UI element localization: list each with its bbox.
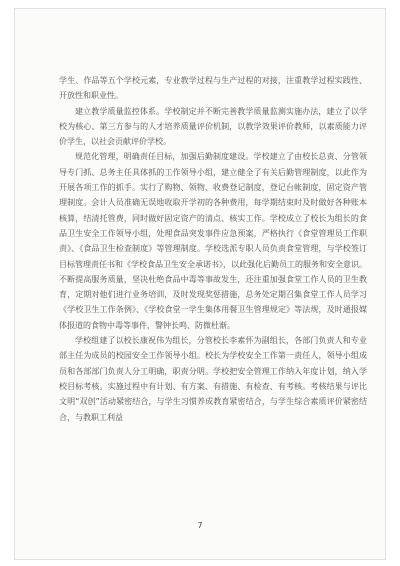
- paragraph-logistics-management: 规范化管理，明确责任目标，加强后勤制度建设。学校建立了由校长总责、分管领导专门抓、总务主任具体抓的工作领导小组，建立健全了有关后勤管理制度，以此作为开展各项工作的抓手。实行了购物、领物、收费登记制度，登记台帐制度，固定资产管理制度。会计人员准确无误地收取开学初的各种费用，每学期结束时及时做好各种账本核算，结清托管费，同时做好固定资产的清点、核实工作。学校成立了校长为组长的食品卫生安全工作领导小组，处理食品突发事件应急预案，严格执行《食堂管理员工作职责》、《食品卫生检查制度》等管理制度。学校选派专职人员负责食堂管理，与学校签订目标管理责任书和《学校食品卫生安全承诺书》，以此强化后勤员工的服务和安全意识。不断提高服务质量，坚决杜绝食品中毒等事故发生，还注重加强食堂工作人员的卫生教育，定期对他们进行业务培训，及时发现奖惩措施，总务处定期召集食堂工作人员学习《学校卫生工作条例》、《学校食堂一学生集体用餐卫生管理规定》等法规，及时通报媒体报道的食物中毒等事件，警钟长鸣、防微杜渐。: [59, 152, 367, 330]
- page-number: 7: [197, 521, 203, 530]
- paragraph-continuation: 学生、作品等五个学校元素，专业教学过程与生产过程的对接，注重教学过程实践性、开放性和职业性。: [59, 76, 367, 101]
- paragraph-teaching-quality: 建立教学质量监控体系。学校制定并不断完善教学质量监测实施办法，建立了以学校为核心、第三方参与的人才培养质量评价机制，以教学效果评价教师，以素质能力评价学生，以社会贡献评价学校。: [59, 106, 367, 147]
- paragraph-campus-safety: 学校组建了以校长康祝伟为组长，分管校长李素怀为副组长，各部门负责人和专业部主任为成员的校园安全工作领导小组。校长为学校安全工作第一责任人，领导小组成员和各部部门负责人分工明确，职责分明。学校把安全管理工作纳入年度计划，纳入学校目标考核。实施过程中有计划、有方案、有措施、有检查、有考核。考核结果与评比文明“双创”活动紧密结合，与学生习惯养成教育紧密结合，与学生综合素质评价紧密结合，与教职工利益: [59, 336, 367, 422]
- document-body: [59, 73, 367, 425]
- document-page: [14, 8, 386, 560]
